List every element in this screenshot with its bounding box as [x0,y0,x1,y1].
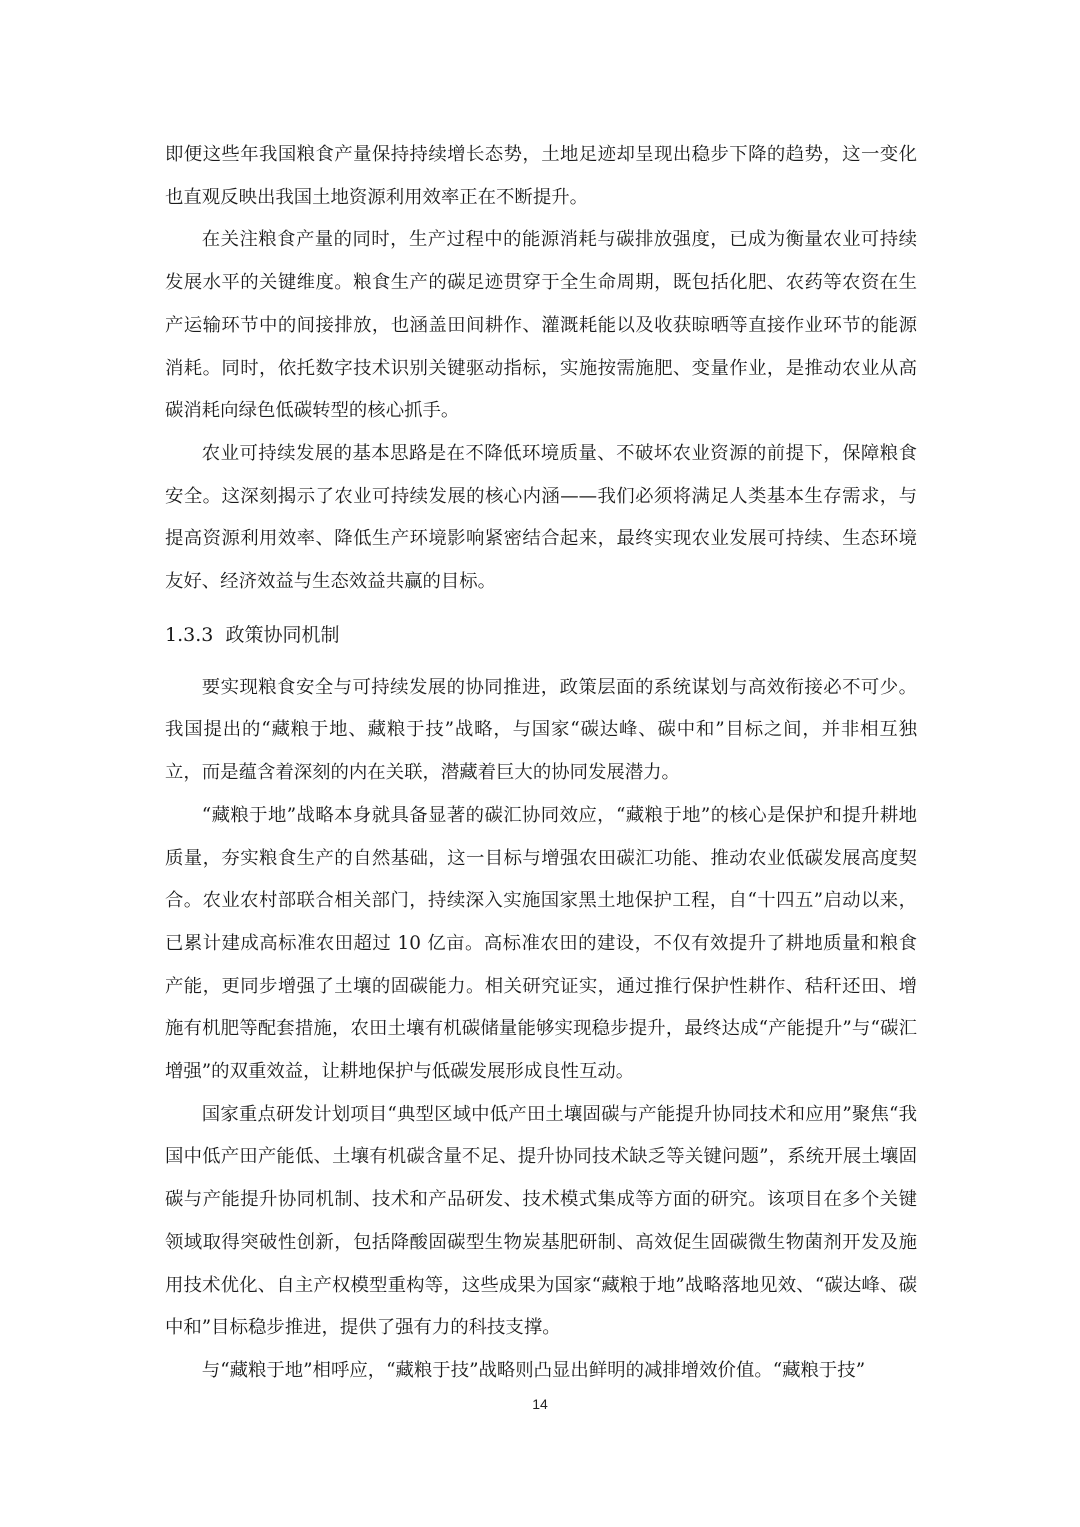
paragraph-national-rd-project: 国家重点研发计划项目“典型区域中低产田土壤固碳与产能提升协同技术和应用”聚焦“我国中低产田产能低、土壤有机碳含量不足、提升协同技术缺乏等关键问题”，系统开展土壤固碳与产能提升协同机制、技术和产品研发、技术模式集成等方面的研究。该项目在多个关键领域取得突破性创新，包括降酸固碳型生物炭基肥研制、高效促生固碳微生物菌剂开发及施用技术优化、自主产权模型重构等，这些成果为国家“藏粮于地”战略落地见效、“碳达峰、碳中和”目标稳步推进，提供了强有力的科技支撑。 [165,1103,917,1339]
paragraph-store-grain-in-land: “藏粮于地”战略本身就具备显著的碳汇协同效应，“藏粮于地”的核心是保护和提升耕地质量，夯实粮食生产的自然基础，这一目标与增强农田碳汇功能、推动农业低碳发展高度契合。农业农村部联合相关部门，持续深入实施国家黑土地保护工程，自“十四五”启动以来，已累计建成高标准农田超过 10 亿亩。高标准农田的建设，不仅有效提升了耕地质量和粮食产能，更同步增强了土壤的固碳能力。相关研究证实，通过推行保护性耕作、秸秆还田、增施有机肥等配套措施，农田土壤有机碳储量能够实现稳步提升，最终达成“产能提升”与“碳汇增强”的双重效益，让耕地保护与低碳发展形成良性互动。 [165,804,917,1083]
section-title: 政策协同机制 [225,623,340,646]
paragraph-energy-carbon: 在关注粮食产量的同时，生产过程中的能源消耗与碳排放强度，已成为衡量农业可持续发展水平的关键维度。粮食生产的碳足迹贯穿于全生命周期，既包括化肥、农药等农资在生产运输环节中的间接排放，也涵盖田间耕作、灌溉耗能以及收获晾晒等直接作业环节的能源消耗。同时，依托数字技术识别关键驱动指标，实施按需施肥、变量作业，是推动农业从高碳消耗向绿色低碳转型的核心抓手。 [165,229,917,422]
paragraph-policy-coordination: 要实现粮食安全与可持续发展的协同推进，政策层面的系统谋划与高效衔接必不可少。我国提出的“藏粮于地、藏粮于技”战略，与国家“碳达峰、碳中和”目标之间，并非相互独立，而是蕴含着深刻的内在关联，潜藏着巨大的协同发展潜力。 [165,676,917,784]
page-content [165,134,917,1393]
paragraph-sustainable-development: 农业可持续发展的基本思路是在不降低环境质量、不破坏农业资源的前提下，保障粮食安全。这深刻揭示了农业可持续发展的核心内涵——我们必须将满足人类基本生存需求，与提高资源利用效率、降低生产环境影响紧密结合起来，最终实现农业发展可持续、生态环境友好、经济效益与生态效益共赢的目标。 [165,442,917,593]
page-number: 14 [532,1396,548,1412]
section-heading [165,614,917,656]
paragraph-continuation: 即便这些年我国粮食产量保持持续增长态势，土地足迹却呈现出稳步下降的趋势，这一变化也直观反映出我国土地资源利用效率正在不断提升。 [165,144,917,208]
section-number: 1.3.3 [165,623,214,646]
paragraph-store-grain-in-tech: 与“藏粮于地”相呼应，“藏粮于技”战略则凸显出鲜明的减排增效价值。“藏粮于技” [201,1359,866,1381]
